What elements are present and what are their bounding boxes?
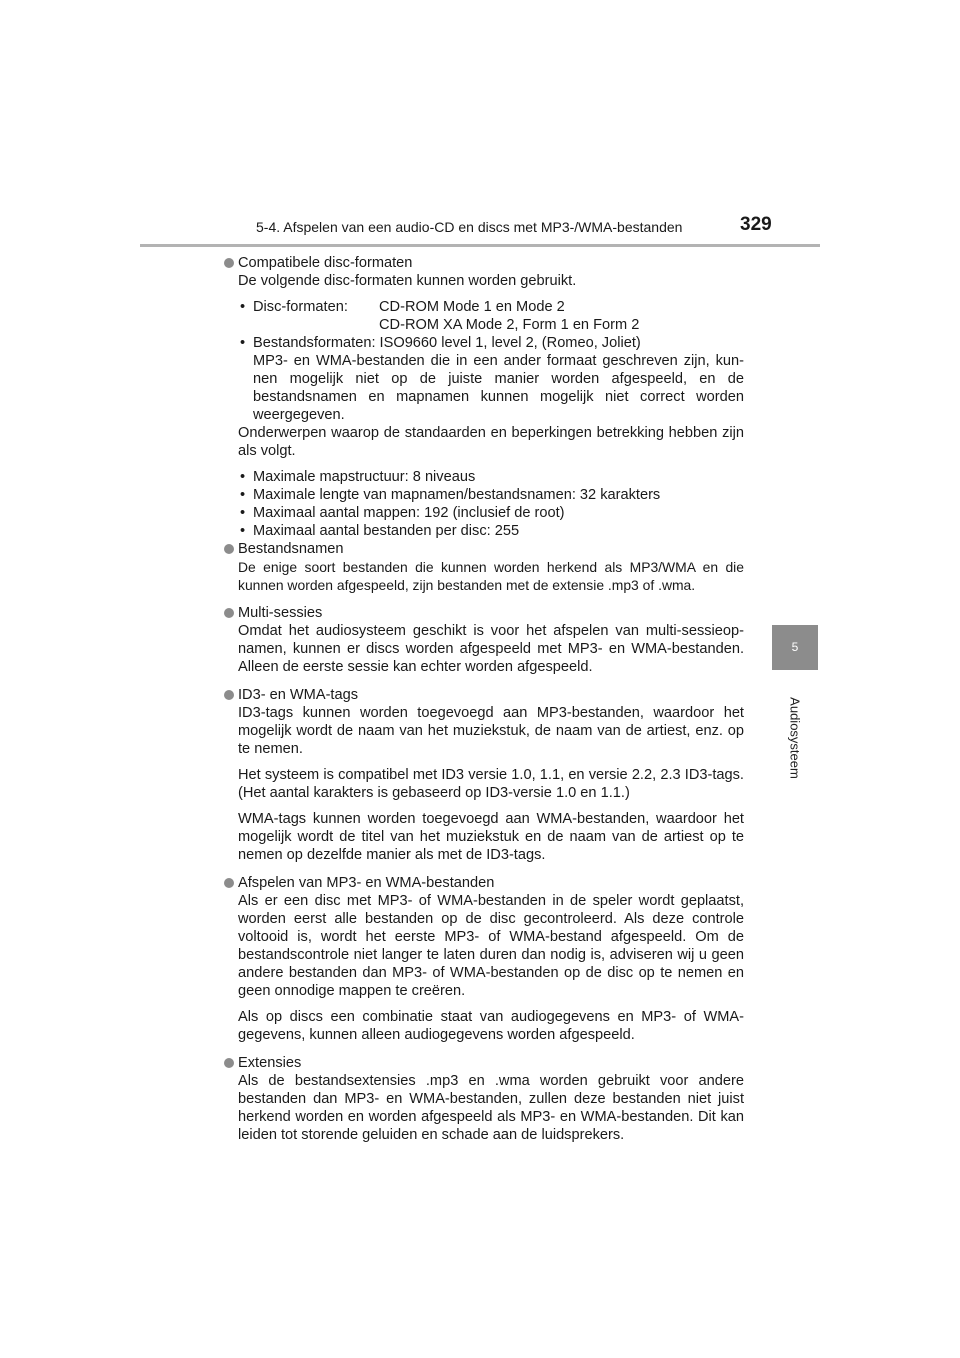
bullet-icon [224,878,234,888]
header-title: 5-4. Afspelen van een audio-CD en discs met MP3-/WMA-bestanden [256,219,683,235]
section-ext [238,1054,744,1144]
section-text: Het systeem is compatibel met ID3 versie 1.0, 1.1, en versie 2.2, 2.3 ID3-tags. (Het aantal karakters is gebaseerd op ID3-versie 1.0 en 1.1.) [238,767,744,801]
section-multi [238,604,744,676]
section-title: ID3- en WMA-tags [238,687,359,703]
bullet-icon [224,258,234,268]
section-title: Multi-sessies [238,605,323,621]
section-text: De enige soort bestanden die kunnen worden herkend als MP3/WMA en die kunnen worden afgespeeld, zijn bestanden met de extensie .mp3 of .wma. [238,559,744,593]
list-item: • Disc-formaten: CD-ROM Mode 1 en Mode 2 CD-ROM XA Mode 2, Form 1 en Form 2 [240,299,640,333]
chapter-tab[interactable] [772,625,818,670]
bullet-icon [224,1058,234,1068]
list-item: • Maximale lengte van mapnamen/bestandsnamen: 32 karakters [240,487,661,503]
list-item: • Maximaal aantal bestanden per disc: 255 [240,523,520,539]
list-item: • Bestandsformaten: ISO9660 level 1, level 2, (Romeo, Joliet) MP3- en WMA-bestanden die in een ander formaat geschreven zijn, kun-nen mogelijk niet op de juiste manier worden afgespeeld, en de bestandsnamen en mapnamen kunnen mogelijk niet correct worden weergegeven. [240,335,744,423]
chapter-number: 5 [791,640,799,654]
page-number: 329 [740,214,772,235]
section-tags [238,686,744,864]
disc-format-label: Disc-formaten: [253,299,348,315]
section-title: Bestandsnamen [238,541,344,557]
section-title: Compatibele disc-formaten [238,255,413,271]
list-item: • Maximaal aantal mappen: 192 (inclusief de root) [240,505,565,521]
limits-intro: Onderwerpen waarop de standaarden en beperkingen betrekking hebben zijn als volgt. [238,425,744,459]
section-title: Afspelen van MP3- en WMA-bestanden [238,875,495,891]
bullet-icon [224,690,234,700]
file-format-note: MP3- en WMA-bestanden die in een ander formaat geschreven zijn, kun-nen mogelijk niet op de juiste manier worden afgespeeld, en de bestandsnamen en mapnamen kunnen mogelijk niet correct worden weergegeven. [253,353,744,423]
section-text: WMA-tags kunnen worden toegevoegd aan WMA-bestanden, waardoor het mogelijk wordt de titel van het muziekstuk en de naam van de artiest op te nemen op dezelfde manier als met de ID3-tags. [238,811,744,863]
list-item: • Maximale mapstructuur: 8 niveaus [240,469,476,485]
file-format-text: Bestandsformaten: ISO9660 level 1, level 2, (Romeo, Joliet) [253,335,641,351]
disc-format-value: CD-ROM Mode 1 en Mode 2 [379,299,565,315]
section-text: ID3-tags kunnen worden toegevoegd aan MP3-bestanden, waardoor het mogelijk wordt de naam van het muziekstuk, de naam van de artiest, enz. op te nemen. [238,705,744,757]
section-text: Als op discs een combinatie staat van audiogegevens en MP3- of WMA-gegevens, kunnen alleen audiogegevens worden afgespeeld. [238,1009,744,1043]
chapter-label: Audiosysteem [787,697,803,779]
bullet-icon [224,544,234,554]
header-rule [140,244,820,247]
section-filenames [238,540,744,594]
section-text: Als de bestandsextensies .mp3 en .wma worden gebruikt voor andere bestanden dan MP3- en WMA-bestanden, zullen deze bestanden niet juist herkend worden en worden afgespeeld als MP3- en WMA-bestanden. Dit kan leiden tot storende geluiden en schade aan de luidsprekers. [238,1073,744,1143]
bullet-icon [224,608,234,618]
section-text: Als er een disc met MP3- of WMA-bestanden in de speler wordt geplaatst, worden eerst alle bestanden op de disc gecontroleerd. Als deze controle voltooid is, wordt het eerste MP3- of WMA-bestand afgespeeld. Om de bestandscontrole niet langer te laten duren dan nodig is, adviseren wij u geen andere bestanden dan MP3- of WMA-bestanden op de disc op te nemen en geen onnodige mappen te creëren. [238,893,744,999]
section-compat [238,254,744,540]
main-content [238,250,744,1144]
disc-format-value: CD-ROM XA Mode 2, Form 1 en Form 2 [379,317,640,333]
section-text: De volgende disc-formaten kunnen worden gebruikt. [238,273,577,289]
section-text: Omdat het audiosysteem geschikt is voor het afspelen van multi-sessieop-namen, kunnen er discs worden afgespeeld met MP3- en WMA-bestanden. Alleen de eerste sessie kan echter worden afgespeeld. [238,623,744,675]
section-title: Extensies [238,1055,302,1071]
section-playback [238,874,744,1044]
